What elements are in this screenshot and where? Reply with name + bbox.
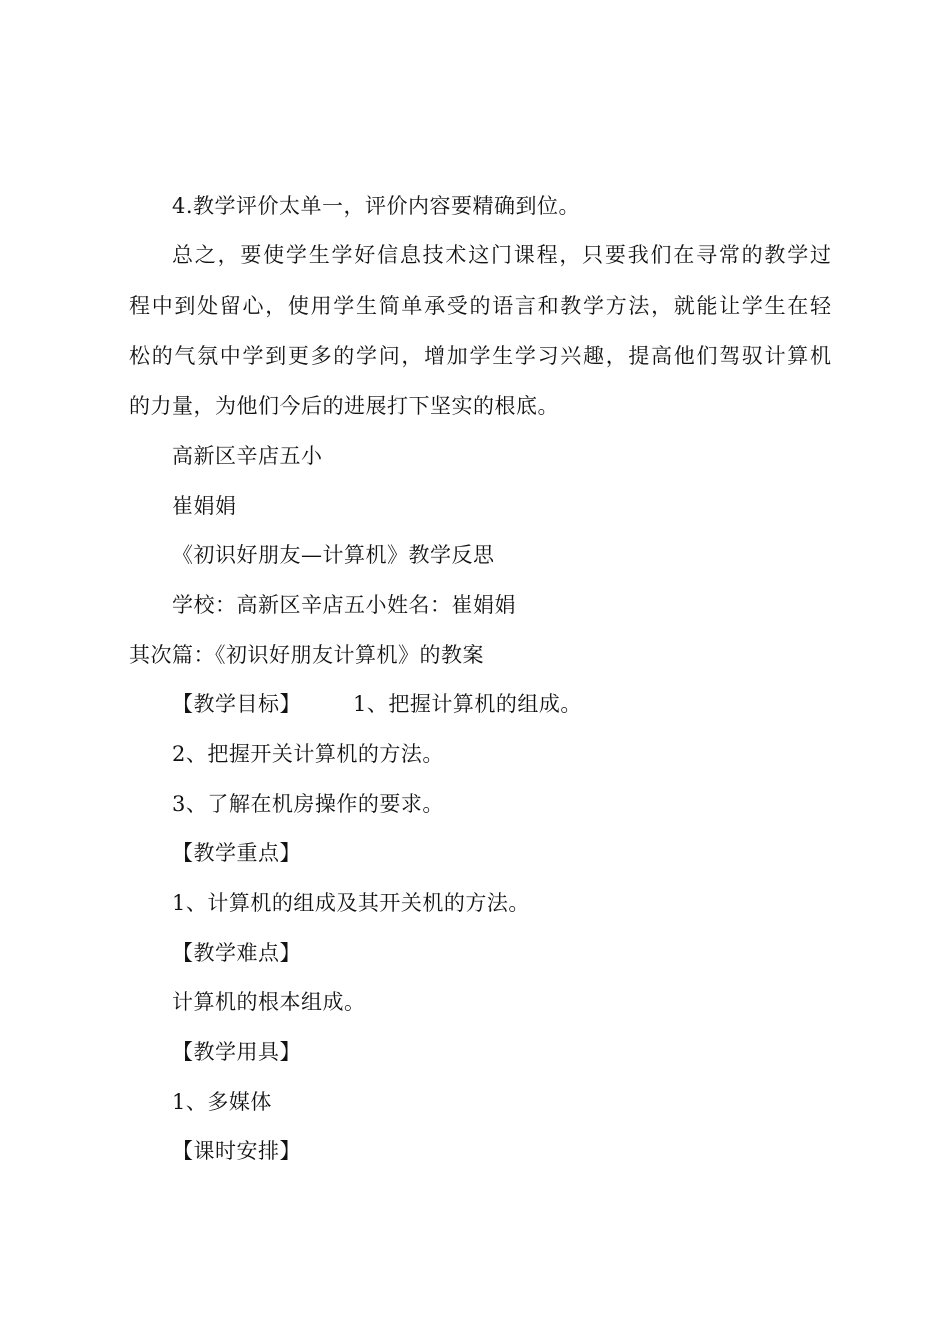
tools-heading: 【教学用具】 xyxy=(172,1040,301,1064)
summary-line-2: 程中到处留心，使用学生简单承受的语言和教学方法，就能让学生在轻 xyxy=(129,294,831,318)
key-point-1: 1、计算机的组成及其开关机的方法。 xyxy=(172,891,530,915)
difficulty-heading: 【教学难点】 xyxy=(172,941,301,965)
paragraph-evaluation: 4.教学评价太单一，评价内容要精确到位。 xyxy=(172,194,581,218)
school-line: 高新区辛店五小 xyxy=(172,444,323,468)
reflection-title: 《初识好朋友—计算机》教学反思 xyxy=(172,543,495,567)
key-points-heading: 【教学重点】 xyxy=(172,841,301,865)
objective-3: 3、了解在机房操作的要求。 xyxy=(172,792,444,816)
author-line: 崔娟娟 xyxy=(172,494,237,518)
tool-1: 1、多媒体 xyxy=(172,1090,272,1114)
school-name-line: 学校：高新区辛店五小姓名：崔娟娟 xyxy=(172,593,516,617)
second-part-title: 其次篇：《初识好朋友计算机》的教案 xyxy=(129,643,484,667)
summary-line-1: 总之，要使学生学好信息技术这门课程，只要我们在寻常的教学过 xyxy=(172,243,831,267)
schedule-heading: 【课时安排】 xyxy=(172,1139,301,1163)
difficulty-1: 计算机的根本组成。 xyxy=(172,990,366,1014)
objective-2: 2、把握开关计算机的方法。 xyxy=(172,742,444,766)
objectives-heading: 【教学目标】 xyxy=(172,692,301,716)
summary-line-4: 的力量，为他们今后的进展打下坚实的根底。 xyxy=(129,394,559,418)
objective-1: 1、把握计算机的组成。 xyxy=(353,692,582,716)
objectives-line xyxy=(172,694,582,715)
summary-line-3: 松的气氛中学到更多的学问，增加学生学习兴趣，提高他们驾驭计算机 xyxy=(129,344,831,368)
